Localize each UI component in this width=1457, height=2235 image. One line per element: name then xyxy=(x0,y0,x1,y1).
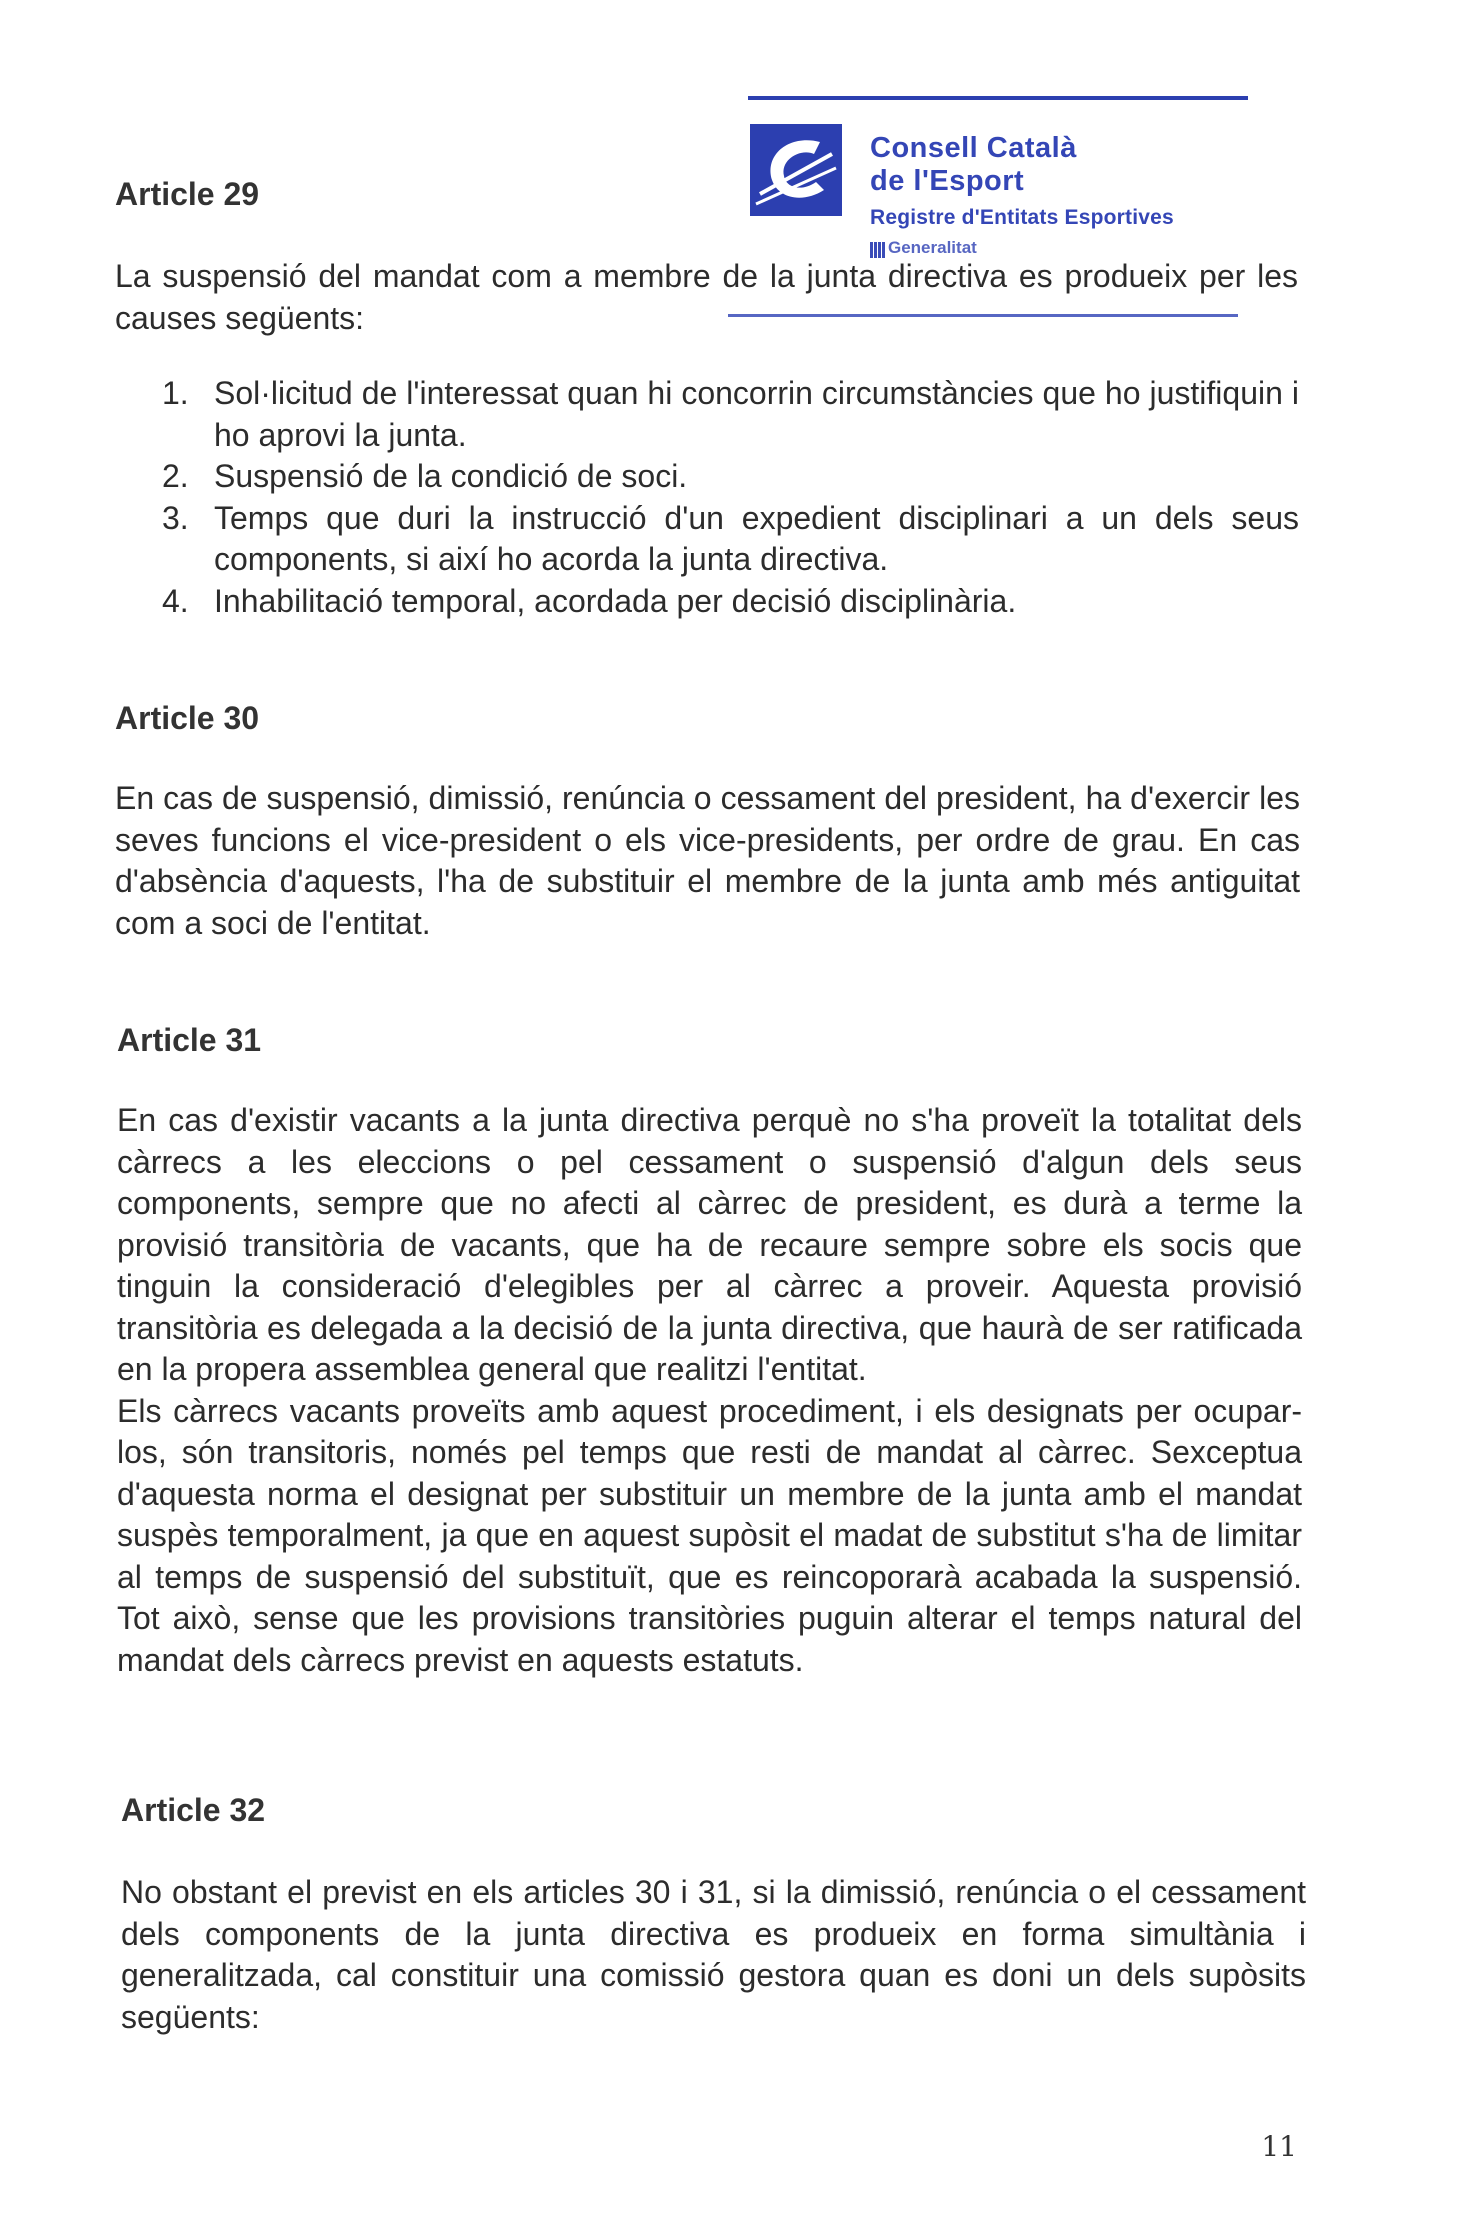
article-29-intro xyxy=(115,256,1298,339)
list-item-text: Suspensió de la condició de soci. xyxy=(214,458,688,494)
article-32-paragraph: No obstant el previst en els articles 30 i 31, si la dimissió, renúncia o el cessament dels components de la junta directiva es produeix en forma simultània i generalitzada, cal constituir una comissió gestora quan es doni un dels supòsits següents: xyxy=(121,1874,1306,2035)
article-30-heading: Article 30 xyxy=(115,700,260,736)
list-item-text: Sol·licitud de l'interessat quan hi concorrin circumstàncies que ho justifiquin i ho aprovi la junta. xyxy=(214,375,1299,453)
article-31-heading: Article 31 xyxy=(117,1022,262,1058)
consell-catala-esport-logo-icon xyxy=(750,124,842,216)
list-item-number: 4. xyxy=(162,582,189,619)
article-29-list xyxy=(162,373,1299,622)
list-item xyxy=(162,373,1299,456)
page-number: 11 xyxy=(1261,2130,1297,2163)
article-32-body xyxy=(121,1872,1306,2038)
list-item xyxy=(162,498,1299,581)
stamp-top-rule xyxy=(748,96,1248,100)
list-item-number: 3. xyxy=(162,499,189,536)
stamp-registry: Registre d'Entitats Esportives xyxy=(870,206,1174,229)
article-31-body xyxy=(117,1100,1302,1681)
stamp-name xyxy=(870,132,1077,198)
stamp-government: Generalitat xyxy=(888,238,977,257)
stamp-name-line2: de l'Esport xyxy=(870,165,1025,197)
stamp-name-line1: Consell Català xyxy=(870,132,1077,164)
article-29-heading: Article 29 xyxy=(115,176,260,212)
list-item xyxy=(162,581,1299,623)
article-29-intro-text: La suspensió del mandat com a membre de la junta directiva es produeix per les causes següents: xyxy=(115,258,1298,336)
list-item-text: Inhabilitació temporal, acordada per decisió disciplinària. xyxy=(214,582,1017,619)
article-32-heading: Article 32 xyxy=(121,1792,266,1828)
article-30-body xyxy=(115,778,1300,944)
article-31-paragraph-1: En cas d'existir vacants a la junta directiva perquè no s'ha proveït la totalitat dels càrrecs a les eleccions o pel cessament o suspensió d'algun dels seus components, sempre que no afecti al càrrec de president, es durà a terme la provisió transitòria de vacants, que ha de recaure sempre sobre els socis que tinguin la consideració d'elegibles per al càrrec a proveir. Aquesta provisió transitòria es delegada a la decisió de la junta directiva, que haurà de ser ratificada en la propera assemblea general que realitzi l'entitat. xyxy=(117,1102,1302,1387)
list-item xyxy=(162,456,1299,498)
list-item-number: 2. xyxy=(162,458,189,494)
article-30-paragraph: En cas de suspensió, dimissió, renúncia o cessament del president, ha d'exercir les seves funcions el vice-president o els vice-presidents, per ordre de grau. En cas d'absència d'aquests, l'ha de substituir el membre de la junta amb més antiguitat com a soci de l'entitat. xyxy=(115,780,1300,941)
list-item-text: Temps que duri la instrucció d'un expedient disciplinari a un dels seus components, si així ho acorda la junta directiva. xyxy=(214,499,1299,577)
list-item-number: 1. xyxy=(162,375,189,411)
article-31-paragraph-2: Els càrrecs vacants proveïts amb aquest procediment, i els designats per ocupar-los, són transitoris, només pel temps que resti de mandat al càrrec. Sexceptua d'aquesta norma el designat per substituir un membre de la junta amb el mandat suspès temporalment, ja que en aquest supòsit el madat de substitut s'ha de limitar al temps de suspensió del substituït, que es reincoporarà acabada la suspensió. Tot això, sense que les provisions transitòries puguin alterar el temps natural del mandat dels càrrecs previst en aquests estatuts. xyxy=(117,1392,1302,1678)
